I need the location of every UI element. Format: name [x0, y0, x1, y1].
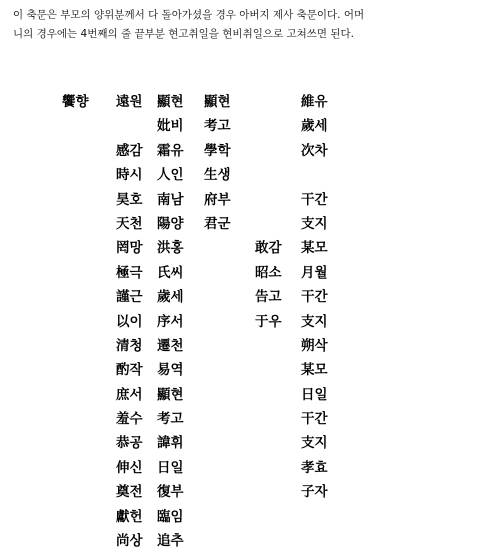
char-cell: 日일: [157, 459, 184, 476]
char-cell: 尚상: [116, 533, 143, 550]
char-cell: 奠전: [116, 484, 143, 501]
column-1: [62, 90, 89, 114]
char-cell: 伸신: [116, 459, 143, 476]
char-cell: 序서: [157, 313, 184, 330]
char-cell: 支지: [301, 435, 328, 452]
char-cell: 顯현: [157, 94, 184, 110]
char-cell: 某모: [301, 362, 328, 379]
char-cell: 人인: [157, 167, 184, 184]
char-cell: 干간: [301, 411, 328, 428]
char-cell: 羞수: [116, 411, 143, 428]
char-cell: 生생: [204, 167, 231, 184]
char-cell: 學학: [204, 142, 231, 159]
char-cell: 遷천: [157, 337, 184, 354]
char-cell: 感감: [116, 142, 143, 159]
char-cell: [255, 212, 282, 236]
char-cell: 陽양: [157, 215, 184, 232]
char-cell: [255, 188, 282, 212]
char-cell: 敢감: [255, 240, 282, 257]
char-cell: 酌작: [116, 362, 143, 379]
char-cell: 考고: [204, 118, 231, 135]
intro-line-1: 이 축문은 부모의 양위분께서 다 돌아가셨을 경우 아버지 제사 축문이다. 어머: [13, 9, 365, 21]
column-2: [116, 90, 143, 553]
char-cell: 子자: [301, 484, 328, 501]
column-4: [204, 90, 231, 236]
char-cell: 干간: [301, 191, 328, 208]
char-cell: 次차: [301, 142, 328, 159]
char-cell: 歲세: [157, 289, 184, 306]
column-3: [157, 90, 184, 553]
char-cell: [301, 163, 328, 187]
char-cell: 清청: [116, 337, 143, 354]
char-cell: 南남: [157, 191, 184, 208]
char-cell: [255, 114, 282, 138]
char-cell: 霜유: [157, 142, 184, 159]
char-cell: [255, 163, 282, 187]
char-cell: 氏씨: [157, 264, 184, 281]
char-cell: 日일: [301, 386, 328, 403]
char-cell: 府부: [204, 191, 231, 208]
char-cell: [116, 114, 143, 138]
char-cell: 朔삭: [301, 337, 328, 354]
column-5: [255, 90, 282, 334]
char-cell: 恭공: [116, 435, 143, 452]
char-cell: 時시: [116, 167, 143, 184]
char-cell: 以이: [116, 313, 143, 330]
char-cell: [255, 139, 282, 163]
char-cell: 獻헌: [116, 508, 143, 525]
column-6: [301, 90, 328, 505]
char-cell: 君군: [204, 215, 231, 232]
char-cell: 昊호: [116, 191, 143, 208]
char-cell: 追추: [157, 533, 184, 550]
char-cell: 考고: [157, 411, 184, 428]
char-cell: 天천: [116, 215, 143, 232]
char-cell: 歲세: [301, 118, 328, 135]
char-cell: 洪홍: [157, 240, 184, 257]
char-cell: 支지: [301, 313, 328, 330]
char-cell: 謹근: [116, 289, 143, 306]
char-cell: 支지: [301, 215, 328, 232]
char-cell: 于우: [255, 313, 282, 330]
char-cell: 顯현: [157, 386, 184, 403]
char-cell: 諱휘: [157, 435, 184, 452]
char-cell: [255, 90, 282, 114]
char-cell: 臨임: [157, 508, 184, 525]
char-cell: 顯현: [204, 94, 231, 110]
char-cell: 易역: [157, 362, 184, 379]
char-cell: 告고: [255, 289, 282, 306]
char-cell: 庶서: [116, 386, 143, 403]
intro-note: [13, 6, 491, 44]
char-cell: 月월: [301, 264, 328, 281]
char-cell: 復부: [157, 484, 184, 501]
char-cell: 妣비: [157, 118, 184, 135]
char-cell: 極극: [116, 264, 143, 281]
char-cell: 孝효: [301, 459, 328, 476]
char-cell: 遠원: [116, 94, 143, 110]
char-cell: 饗향: [62, 94, 89, 110]
char-cell: 某모: [301, 240, 328, 257]
char-cell: 罔망: [116, 240, 143, 257]
intro-line-2: 니의 경우에는 4번째의 줄 끝부분 현고취일을 현비취일으로 고쳐쓰면 된다.: [13, 28, 355, 40]
char-cell: 維유: [301, 94, 328, 110]
char-cell: 干간: [301, 289, 328, 306]
char-cell: 昭소: [255, 264, 282, 281]
